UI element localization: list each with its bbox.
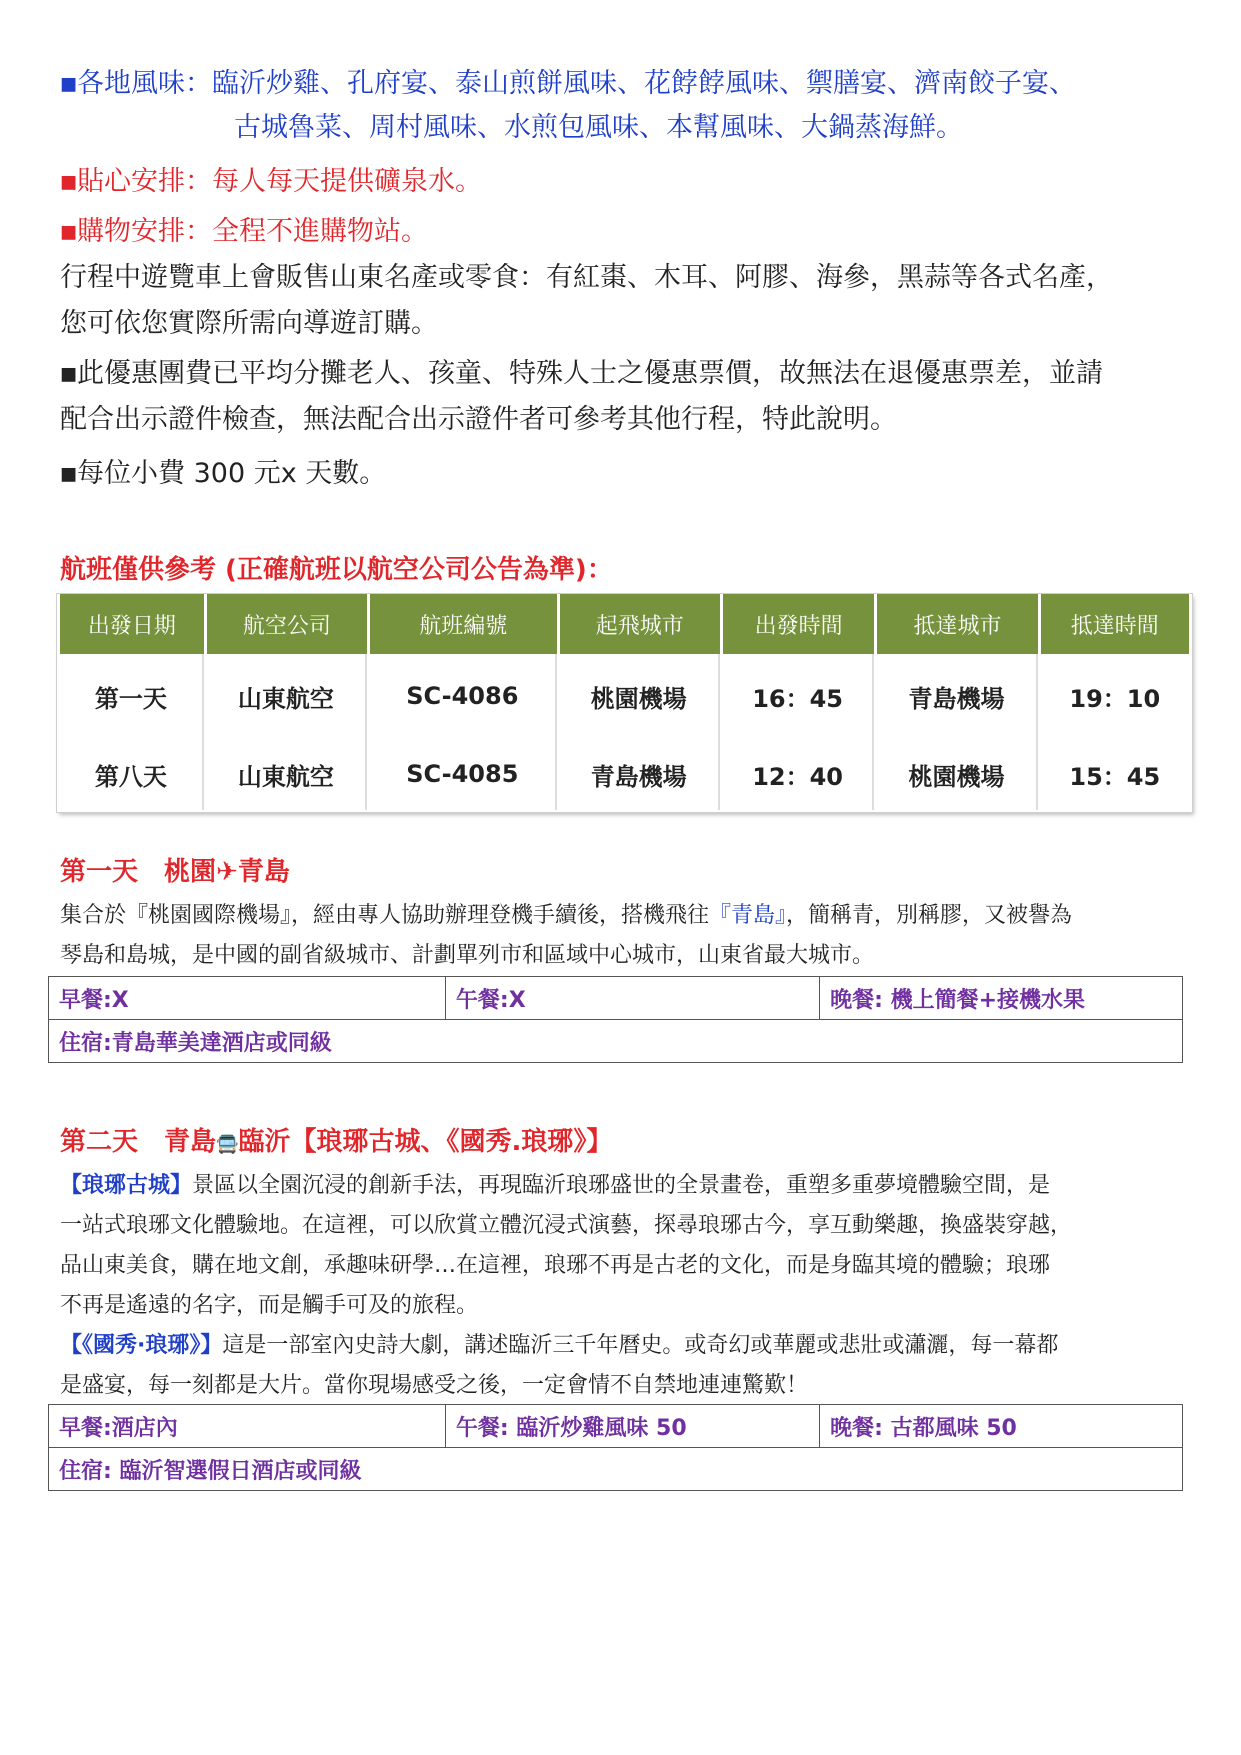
bullet: ■ bbox=[60, 221, 78, 243]
day1-title-suffix: 青島 bbox=[237, 857, 290, 887]
airplane-icon: ✈ bbox=[216, 857, 238, 887]
hotel-cell: 住宿: 臨沂智選假日酒店或同級 bbox=[49, 1448, 1183, 1491]
table-cell: 12：40 bbox=[723, 738, 875, 810]
water-text: 貼心安排：每人每天提供礦泉水。 bbox=[77, 166, 483, 197]
dinner-cell: 晚餐: 機上簡餐+接機水果 bbox=[820, 977, 1183, 1020]
bullet: ■ bbox=[60, 363, 78, 385]
flight-table bbox=[57, 594, 1192, 810]
table-row bbox=[49, 1020, 1183, 1063]
table-row bbox=[49, 1405, 1183, 1448]
day2-meal-table bbox=[48, 1404, 1183, 1491]
day2-p1-line-3: 品山東美食，購在地文創，承趣味研學…在這裡，琅琊不再是古老的文化，而是身臨其境的體驗；琅琊 bbox=[60, 1253, 1051, 1278]
table-row bbox=[60, 654, 1189, 738]
langya-label: 【琅琊古城】 bbox=[60, 1173, 193, 1198]
day1-title-prefix: 第一天 桃園 bbox=[60, 857, 217, 887]
bullet: ■ bbox=[60, 171, 78, 193]
day1-desc-line-2: 琴島和島城，是中國的副省級城市、計劃單列市和區域中心城市，山東省最大城市。 bbox=[60, 943, 875, 968]
water-line bbox=[60, 160, 482, 205]
day1-title bbox=[60, 850, 290, 894]
table-cell: 桃園機場 bbox=[560, 654, 720, 738]
header-cell: 出發日期 bbox=[60, 594, 204, 654]
bullet: ■ bbox=[60, 73, 78, 95]
day2-p2-line-2: 是盛宴，每一刻都是大片。當你現場感受之後，一定會情不自禁地連連驚歎！ bbox=[60, 1373, 809, 1398]
table-row bbox=[49, 977, 1183, 1020]
discount-text-1: 此優惠團費已平均分攤老人、孩童、特殊人士之優惠票價，故無法在退優惠票差，並請 bbox=[77, 358, 1104, 389]
shopping-line bbox=[60, 210, 428, 255]
discount-line-2: 配合出示證件檢查，無法配合出示證件者可參考其他行程，特此說明。 bbox=[60, 404, 897, 435]
header-cell: 抵達時間 bbox=[1041, 594, 1189, 654]
table-cell: 16：45 bbox=[723, 654, 875, 738]
breakfast-cell: 早餐:X bbox=[49, 977, 446, 1020]
bullet: ■ bbox=[60, 463, 78, 485]
breakfast-cell: 早餐:酒店內 bbox=[49, 1405, 446, 1448]
table-cell: 19：10 bbox=[1041, 654, 1189, 738]
flight-table-header-row bbox=[60, 594, 1189, 654]
lunch-cell: 午餐: 臨沂炒雞風味 50 bbox=[445, 1405, 819, 1448]
table-cell: 山東航空 bbox=[207, 738, 367, 810]
tip-line bbox=[60, 452, 386, 497]
header-cell: 航班編號 bbox=[370, 594, 557, 654]
day1-meal-table bbox=[48, 976, 1183, 1063]
table-row bbox=[49, 1448, 1183, 1491]
day1-desc-a: 集合於『桃園國際機場』，經由專人協助辦理登機手續後，搭機飛往 bbox=[60, 903, 710, 928]
header-cell: 航空公司 bbox=[207, 594, 367, 654]
dinner-cell: 晚餐: 古都風味 50 bbox=[820, 1405, 1183, 1448]
hotel-cell: 住宿:青島華美達酒店或同級 bbox=[49, 1020, 1183, 1063]
discount-line-1 bbox=[60, 352, 1103, 397]
day2-p1-line-4: 不再是遙遠的名字，而是觸手可及的旅程。 bbox=[60, 1293, 479, 1318]
bus-icon: 🚍 bbox=[216, 1134, 239, 1155]
day2-p1-line-2: 一站式琅琊文化體驗地。在這裡，可以欣賞立體沉浸式演藝，探尋琅琊古今，享互動樂趣，換盛裝穿越， bbox=[60, 1213, 1073, 1238]
table-row bbox=[60, 738, 1189, 810]
table-cell: 青島機場 bbox=[560, 738, 720, 810]
bus-sales-line-2: 您可依您實際所需向導遊訂購。 bbox=[60, 308, 438, 339]
day1-desc-destination: 『青島』 bbox=[709, 903, 787, 928]
day1-desc-c: ，簡稱青，別稱膠，又被譽為 bbox=[786, 903, 1073, 928]
shopping-text: 購物安排：全程不進購物站。 bbox=[77, 216, 429, 247]
day2-p1-text-1: 景區以全園沉浸的創新手法，再現臨沂琅琊盛世的全景畫卷，重塑多重夢境體驗空間，是 bbox=[192, 1173, 1051, 1198]
table-cell: 青島機場 bbox=[877, 654, 1037, 738]
header-cell: 出發時間 bbox=[723, 594, 875, 654]
table-cell: SC-4085 bbox=[370, 738, 557, 810]
guoxiu-label: 【《國秀·琅琊》】 bbox=[60, 1333, 223, 1358]
table-cell: 第一天 bbox=[60, 654, 204, 738]
table-cell: 山東航空 bbox=[207, 654, 367, 738]
header-cell: 起飛城市 bbox=[560, 594, 720, 654]
table-cell: 15：45 bbox=[1041, 738, 1189, 810]
header-cell: 抵達城市 bbox=[877, 594, 1037, 654]
day2-title bbox=[60, 1120, 612, 1167]
table-cell: 桃園機場 bbox=[877, 738, 1037, 810]
lunch-cell: 午餐:X bbox=[445, 977, 819, 1020]
flights-heading: 航班僅供參考 (正確航班以航空公司公告為準)： bbox=[60, 555, 613, 585]
day2-p2-text-1: 這是一部室內史詩大劇，講述臨沂三千年曆史。或奇幻或華麗或悲壯或瀟灑，每一幕都 bbox=[222, 1333, 1059, 1358]
tip-text: 每位小費 300 元x 天數。 bbox=[77, 458, 387, 489]
table-cell: 第八天 bbox=[60, 738, 204, 810]
flavors-text-1: 各地風味：臨沂炒雞、孔府宴、泰山煎餅風味、花餑餑風味、禦膳宴、濟南餃子宴、 bbox=[77, 68, 1077, 99]
table-cell: SC-4086 bbox=[370, 654, 557, 738]
day2-p2-line-1 bbox=[60, 1326, 1058, 1366]
day2-title-prefix: 第二天 青島 bbox=[60, 1127, 217, 1157]
day2-title-suffix: 臨沂【琅琊古城、《國秀.琅琊》】 bbox=[238, 1127, 613, 1157]
flavors-line-2: 古城魯菜、周村風味、水煎包風味、本幫風味、大鍋蒸海鮮。 bbox=[234, 112, 963, 143]
day1-desc-line-1 bbox=[60, 896, 1072, 936]
day2-p1-line-1 bbox=[60, 1166, 1050, 1206]
flavors-line-1 bbox=[60, 62, 1076, 107]
bus-sales-line-1: 行程中遊覽車上會販售山東名產或零食：有紅棗、木耳、阿膠、海參，黑蒜等各式名產， bbox=[60, 262, 1113, 293]
